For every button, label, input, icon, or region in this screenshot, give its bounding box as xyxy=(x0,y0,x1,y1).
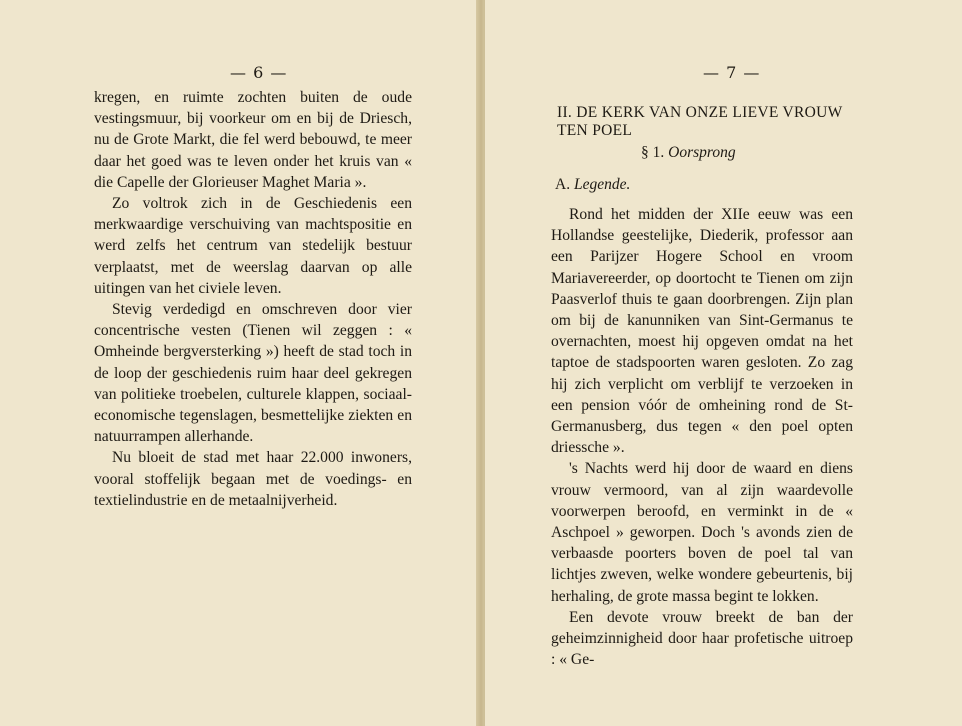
section-sign: § 1. xyxy=(641,144,665,161)
paragraph: Stevig verdedigd en omschreven door vier concentrische vesten (Tienen wil zeggen : « Omheinde bergversterking ») heeft de stad toch in de loop der geschiedenis ruim haar deel gekregen van politieke troebelen, culturele klappen, sociaal-economische tegenslagen, besmettelijke ziekten en natuurrampen allerhande. xyxy=(94,301,412,446)
paragraph: Een devote vrouw breekt de ban der geheimzinnigheid door haar profetische uitroep : « Ge- xyxy=(551,608,853,669)
right-page xyxy=(484,0,962,726)
subsection-title: Legende. xyxy=(573,176,631,193)
subsection-label: A. xyxy=(555,176,571,193)
chapter-title: II. DE KERK VAN ONZE LIEVE VROUW TEN POEL xyxy=(557,104,843,139)
section-heading xyxy=(641,144,736,162)
page-number: — 7 — xyxy=(703,63,761,82)
paragraph: 's Nachts werd hij door de waard en diens vrouw vermoord, van al zijn waardevolle voorwerpen beroofd, en verminkt in de « Aschpoel » geworpen. Doch 's avonds zien de verbaasde poorters boven de poel tal van lichtjes zweven, welke wondere gebeurtenis, bij herhaling, de grote massa begint te lokken. xyxy=(551,460,853,605)
body-text xyxy=(551,204,853,670)
paragraph: kregen, en ruimte zochten buiten de oude vestingsmuur, bij voorkeur om en bij de Driesch, nu de Grote Markt, die fel werd bebouwd, te meer daar het goed was te leven onder het kruis van « die Capelle der Glorieuser Maghet Maria ». xyxy=(94,89,412,191)
page-number: — 6 — xyxy=(230,63,288,82)
paragraph: Rond het midden der XIIe eeuw was een Hollandse geestelijke, Diederik, professor aan een Parijzer Hogere School en vroom Mariavereerder, op doortocht te Tienen om zijn Paasverlof thuis te gaan doorbrengen. Zijn plan om bij de kanunniken van Sint-Germanus te overnachten, moest hij opgeven omdat na het taptoe de stadspoorten waren gesloten. Zo zag hij zich verplicht om verblijf te verzoeken in een pension vóór de omheining rond de St-Germanusberg, dus tegen « den poel opten driessche ». xyxy=(551,206,853,457)
paragraph: Nu bloeit de stad met haar 22.000 inwoners, vooral stoffelijk begaan met de voedings- en textielindustrie en de metaalnijverheid. xyxy=(94,449,412,509)
left-page xyxy=(0,0,478,726)
body-text xyxy=(94,87,412,511)
paragraph: Zo voltrok zich in de Geschiedenis een merkwaardige verschuiving van machtspositie en werd zelfs het centrum van stedelijk bestuur verplaatst, met de weerslag daarvan op alle uitingen van het civiele leven. xyxy=(94,195,412,297)
subsection-heading xyxy=(555,176,630,194)
section-title: Oorsprong xyxy=(668,144,736,161)
